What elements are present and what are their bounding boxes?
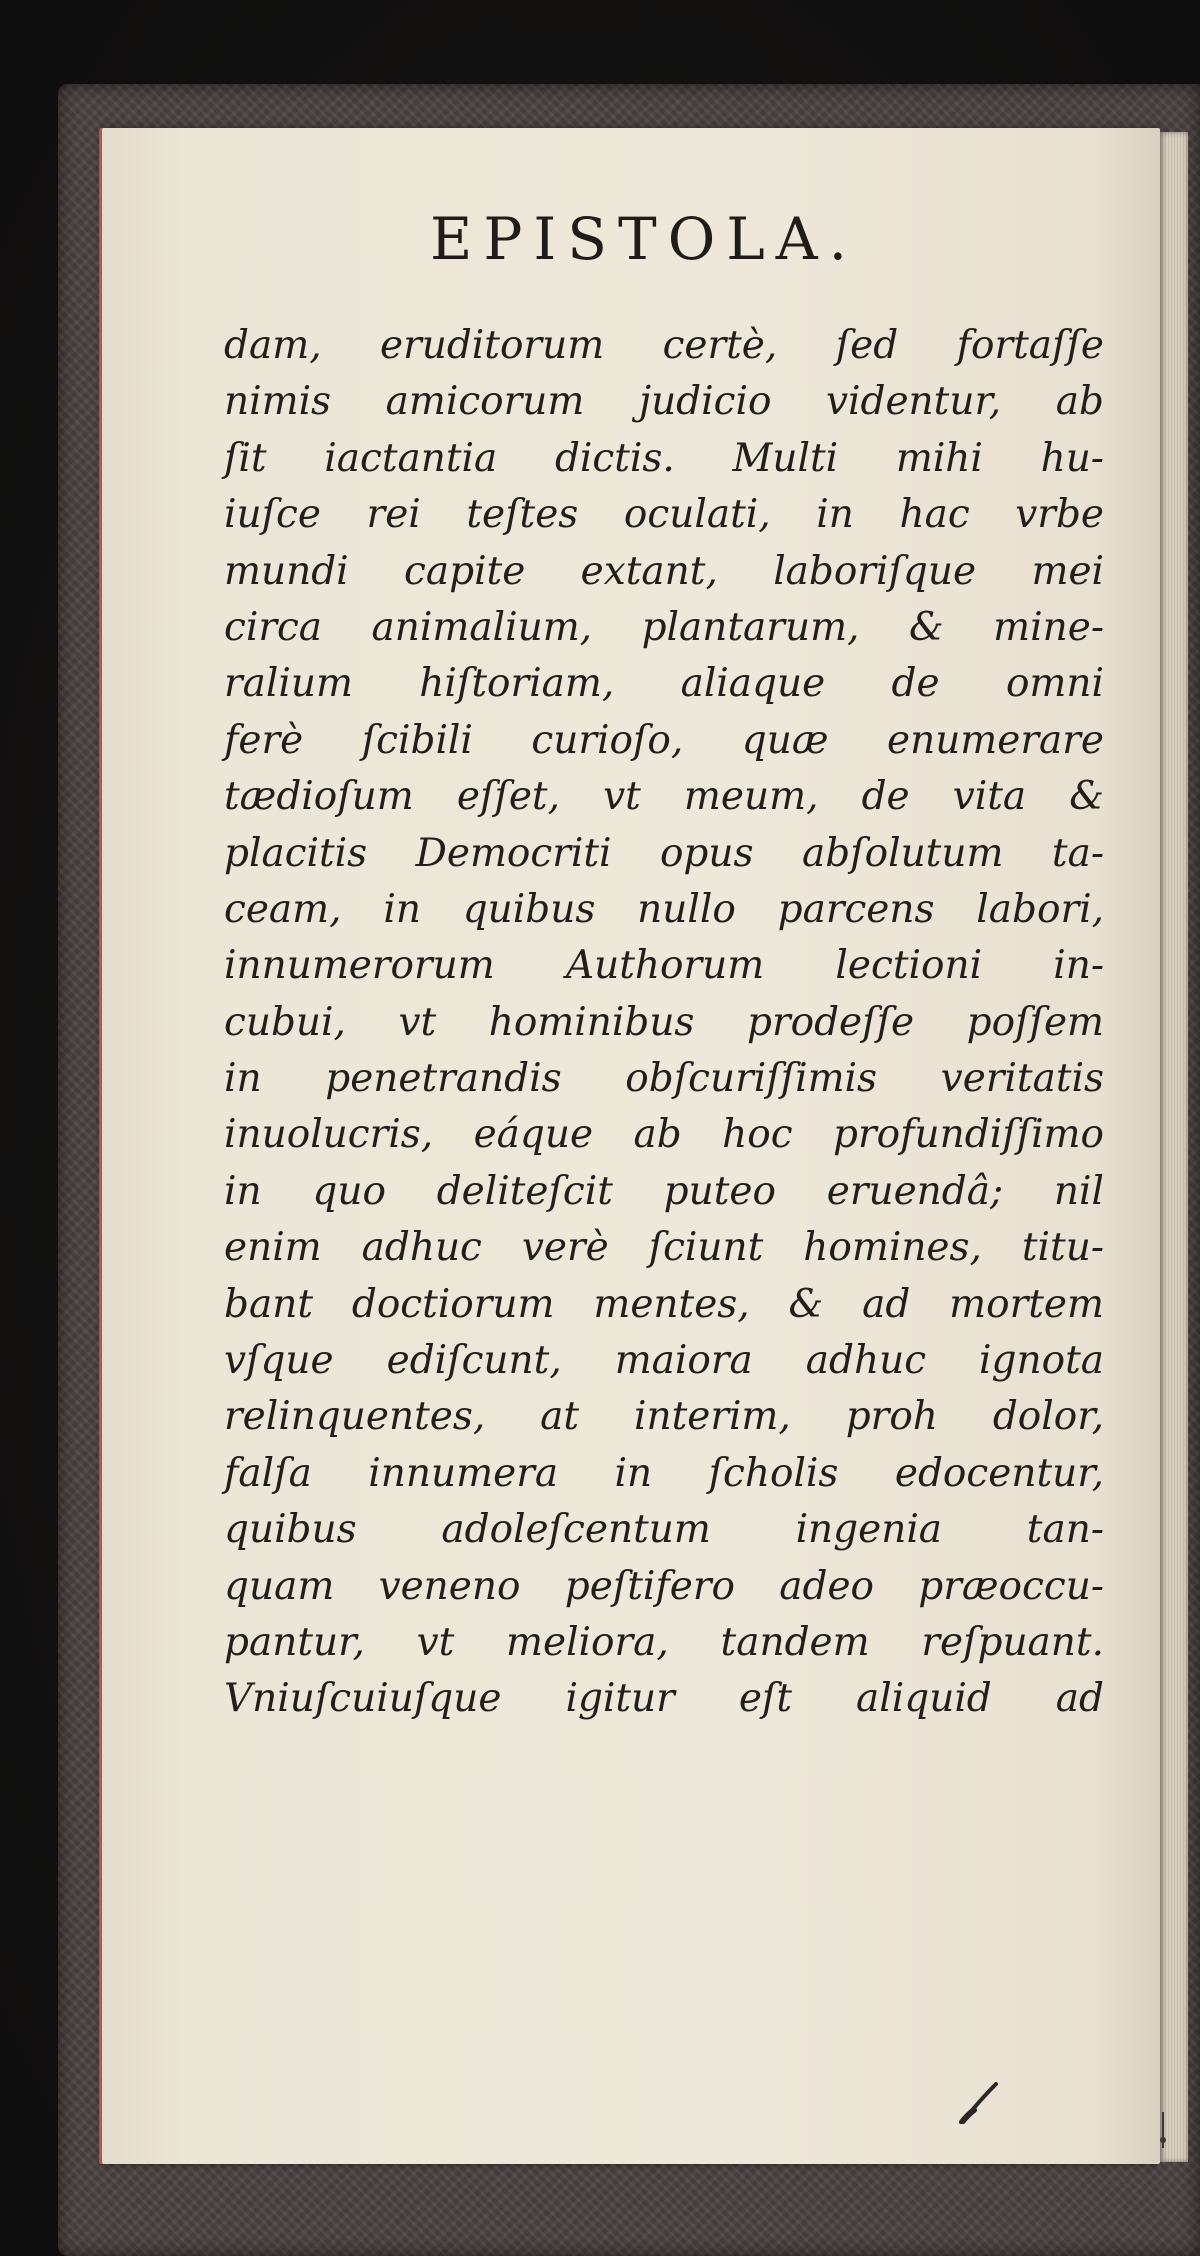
text-line: nimis amicorum judicio videntur, ab (224, 379, 1104, 425)
text-line: cubui, vt hominibus prodeſſe poſſem (224, 999, 1104, 1045)
text-line: ralium hiſtoriam, aliaque de omni (224, 661, 1104, 707)
text-line: vſque ediſcunt, maiora adhuc ignota (224, 1338, 1104, 1384)
text-line: quam veneno peſtifero adeo præoccu- (224, 1563, 1104, 1609)
text-line: mundi capite extant, laboriſque mei (224, 548, 1104, 594)
pencil-stroke-mark (958, 2080, 1002, 2124)
text-line: ferè ſcibili curioſo, quæ enumerare (224, 717, 1104, 763)
text-line: innumerorum Authorum lectioni in- (224, 943, 1104, 989)
text-line: enim adhuc verè ſciunt homines, titu- (224, 1225, 1104, 1271)
edge-ink-mark (1158, 2110, 1168, 2150)
text-line: falſa innumera in ſcholis edocentur, (224, 1450, 1104, 1496)
text-line: ceam, in quibus nullo parcens labori, (224, 886, 1104, 932)
text-line: tædioſum eſſet, vt meum, de vita & (224, 774, 1104, 820)
text-line: pantur, vt meliora, tandem reſpuant. (224, 1619, 1104, 1665)
text-line: Vniuſcuiuſque igitur eſt aliquid ad (224, 1676, 1104, 1722)
text-line: placitis Democriti opus abſolutum ta- (224, 830, 1104, 876)
text-line: inuolucris, eáque ab hoc profundiſſimo (224, 1112, 1104, 1158)
text-line: bant doctiorum mentes, & ad mortem (224, 1281, 1104, 1327)
text-line: dam, eruditorum certè, ſed fortaſſe (224, 323, 1104, 368)
text-line: quibus adoleſcentum ingenia tan- (224, 1507, 1104, 1553)
page-text (224, 318, 1104, 1728)
page-fore-edge (1160, 132, 1188, 2162)
text-line: circa animalium, plantarum, & mine- (224, 604, 1104, 650)
text-line: in penetrandis obſcuriſſimis veritatis (224, 1056, 1104, 1102)
text-line: ſit iactantia dictis. Multi mihi hu- (224, 435, 1104, 481)
text-line: iuſce rei teſtes oculati, in hac vrbe (224, 492, 1104, 538)
text-line: in quo deliteſcit puteo eruendâ; nil (224, 1168, 1104, 1214)
text-line: relinquentes, at interim, proh dolor, (224, 1394, 1104, 1440)
running-head: EPISTOLA. (430, 205, 859, 273)
